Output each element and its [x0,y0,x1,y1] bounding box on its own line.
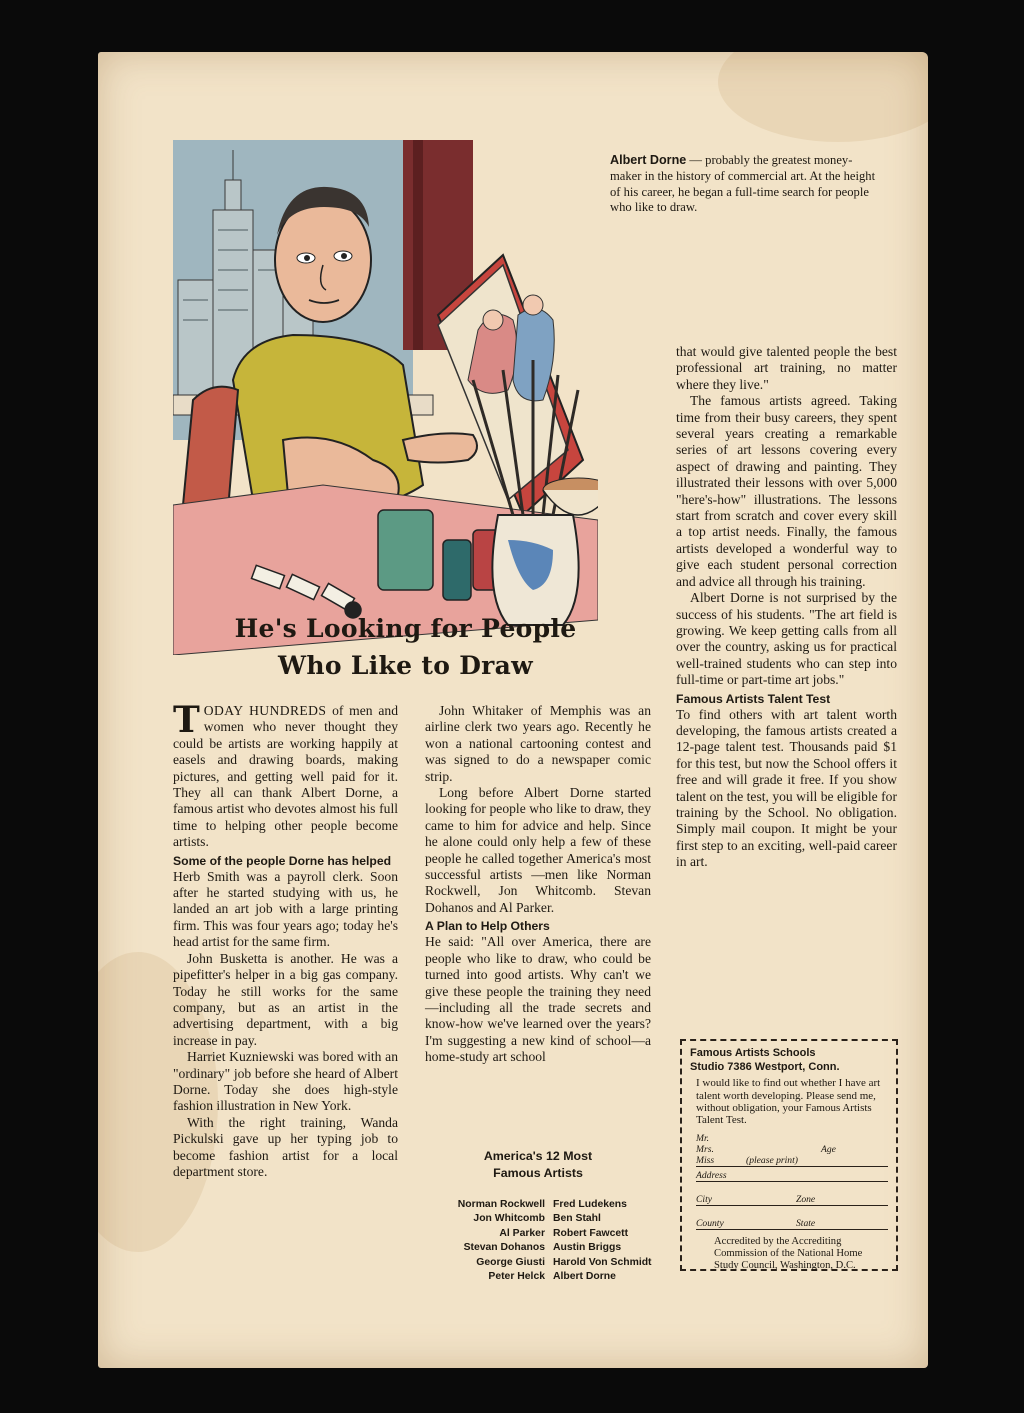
caption-text: — probably the greatest money-maker in the history of commercial art. At the height of his career, he began a full-time search for people who like to draw. [610,153,876,215]
coupon-mrs-row[interactable] [696,1144,888,1155]
paragraph: With the right training, Wanda Pickulski gave up her typing job to become fashion artist for a local department store. [173,1114,398,1179]
subhead-people-helped: Some of the people Dorne has helped [173,853,392,868]
coupon-school: Famous Artists Schools [690,1047,816,1059]
mail-coupon [680,1039,898,1271]
subhead-talent-test: Famous Artists Talent Test [676,691,831,706]
coupon-mrs-label: Mrs. [696,1143,714,1155]
paragraph: Harriet Kuzniewski was bored with an "ordinary" job before she heard of Albert Dorne. Today she does high-style fashion illustration in New York. [173,1049,398,1114]
famous-title-line-1: America's 12 Most [483,1149,593,1163]
coupon-name-field[interactable] [696,1155,888,1167]
paragraph: John Whitaker of Memphis was an airline clerk two years ago. Recently he won a national cartooning contest and was signed to do a newspaper comic strip. [425,703,651,784]
paragraph: Long before Albert Dorne started looking for people who like to draw, they came to him for advice and help. Since he alone could only help a few of these people he called together America's most successful artists —men like Norman Rockwell, Jon Whitcomb. Stevan Dohanos and Al Parker. [425,785,651,915]
paragraph: The famous artists agreed. Taking time from their busy careers, they spent several years creating a remarkable series of art lessons covering every aspect of drawing and painting. They illustrated their lessons with over 5,000 "here's-how" illustrations. The lessons start from scratch and cover every skill a top artist needs. Finally, the famous artists developed a wonderful way to give each student personal correction and advice all through his training. [676,393,897,589]
coupon-address-label: Address [696,1169,727,1181]
coupon-age-label: Age [821,1143,836,1155]
coupon-body: I would like to find out whether I have art talent worth developing. Please send me, without obligation, your Famous Artists Talent Test. [696,1077,881,1127]
artist-name: Harold Von Schmidt [553,1256,652,1268]
coupon-county-field[interactable] [696,1218,888,1230]
famous-artists-list [438,1198,668,1284]
artist-name: Stevan Dohanos [463,1242,545,1254]
headline-line-2: Who Like to Draw [278,651,533,680]
paragraph: Albert Dorne is not surprised by the success of his students. "The art field is growing. We keep getting calls from all over the country, asking us for practical well-trained students who can step into full-time or part-time art jobs." [676,590,897,688]
paragraph: Herb Smith was a payroll clerk. Soon after he started studying with us, he landed an art job with a large printing firm. This was four years ago; today he's head artist for the same firm. [173,868,398,950]
coupon-address-field[interactable] [696,1170,888,1182]
intro-smallcaps: ODAY HUNDREDS [203,703,327,718]
column-1 [173,699,398,1180]
artist-name: Robert Fawcett [553,1227,629,1239]
intro-text: of men and women who never thought they could be artists are working happily at easels and drawing boards, making pictures, and getting well paid for it. They all can thank Albert Dorne, a famous artist who devotes almost his full time to helping other people become artists. [173,703,398,850]
artist-name: Austin Briggs [553,1242,622,1254]
paragraph: John Busketta is another. He was a pipefitter's helper in a big gas company. Today he still works for the same company, but as an artist in the advertising department, with a big increase in pay. [173,950,398,1048]
coupon-studio: Studio 7386 Westport, Conn. [690,1060,840,1073]
artist-illustration [173,140,598,655]
coupon-state-label: State [796,1217,816,1229]
paper-stain [718,52,928,142]
magazine-page [98,52,928,1368]
artist-name: Al Parker [499,1227,545,1239]
headline [173,610,638,684]
famous-title-line-2: Famous Artists [493,1166,583,1180]
coupon-miss-label: Miss [696,1154,715,1166]
artist-name: Jon Whitcomb [473,1213,545,1225]
artist-name: Norman Rockwell [457,1199,545,1210]
artist-name: George Giusti [476,1256,545,1268]
paragraph: To find others with art talent worth developing, the famous artists created a 12-page talent test. Thousands paid $1 for this test, but now the School offers it free and will grade it free. If you show talent on the test, you will be eligible for training by the School. No obligation. Simply mail coupon. It might be your first step to an exciting, well-paid career in art. [676,706,897,870]
paragraph: He said: "All over America, there are people who like to draw, who could be turned into good artists. Why can't we give these people the training they need—including all the trade secrets and know-how we've learned over the years? I'm suggesting a new kind of school—a home-study art school [425,934,651,1065]
artist-name: Ben Stahl [553,1213,601,1225]
caption-name: Albert Dorne [610,153,687,167]
illustration-caption [610,153,880,216]
column-3 [676,344,897,871]
coupon-accreditation: Accredited by the Accrediting Commission of the National Home Study Council, Washington, D.C. [714,1235,863,1271]
coupon-zone-label: Zone [796,1193,816,1205]
paragraph: that would give talented people the best professional art training, no matter where they live." [676,344,897,392]
coupon-please-print: (please print) [746,1154,798,1166]
artist-name: Peter Helck [488,1271,545,1283]
intro-paragraph [173,699,398,851]
artist-name: Albert Dorne [553,1271,616,1283]
artist-name: Fred Ludekens [553,1199,627,1210]
coupon-county-label: County [696,1217,724,1229]
famous-artists-title [425,1148,651,1182]
subhead-plan: A Plan to Help Others [425,919,550,934]
drop-cap: T [173,699,200,741]
column-2 [425,703,651,1066]
coupon-mr-label: Mr. [696,1132,710,1144]
coupon-city-label: City [696,1193,712,1205]
headline-line-1: He's Looking for People [234,614,577,643]
coupon-city-field[interactable] [696,1194,888,1206]
